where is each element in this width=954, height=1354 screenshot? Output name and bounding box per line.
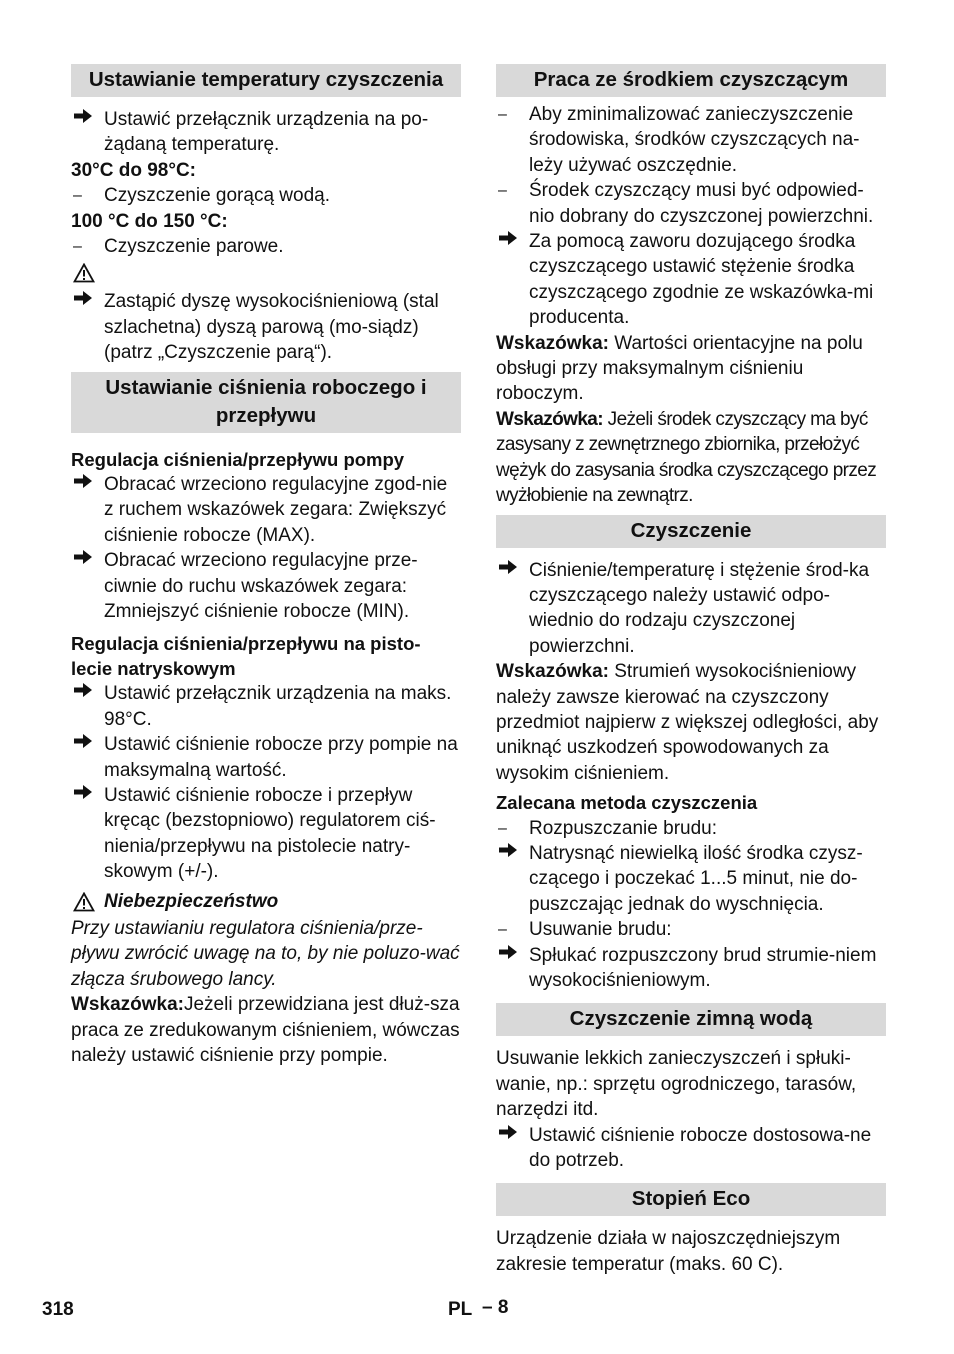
note-label: Wskazówka: [496, 332, 609, 354]
instruction-step [71, 289, 461, 365]
dash-item [496, 917, 886, 942]
subheading-pump-regulation: Regulacja ciśnienia/przepływu pompy [71, 448, 405, 470]
arrow-right-icon [73, 472, 97, 497]
note-label: Wskazówka: [496, 408, 603, 430]
section-heading-cold-water: Czyszczenie zimną wodą [496, 1003, 886, 1036]
instruction-step [71, 548, 461, 624]
dash-bullet: – [498, 819, 507, 837]
step-text: Ustawić przełącznik urządzenia na maks. 98°C. [104, 683, 452, 730]
dash-bullet: – [498, 182, 507, 200]
subheading-gun-regulation: Regulacja ciśnienia/przepływu na pisto-lecie natryskowym [71, 632, 421, 679]
section-heading-detergent: Praca ze środkiem czyszczącym [496, 64, 886, 97]
page-number: 318 [42, 1299, 74, 1320]
step-text: Ustawić ciśnienie robocze i przepływ kręcąc (bezstopniowo) regulatorem ciś-nienia/przepływu na pistolecie natry-skowym (+/-). [104, 784, 436, 883]
instruction-step [496, 841, 886, 917]
section-heading-pressure: Ustawianie ciśnienia roboczego i przepływu [71, 372, 461, 433]
instruction-step [71, 732, 461, 783]
dash-item-text: Aby zminimalizować zanieczyszczenie środowiska, środków czyszczących na-leży używać oszczędnie. [529, 104, 860, 176]
left-column [71, 64, 461, 1068]
dash-item [71, 234, 461, 259]
step-text: Ustawić ciśnienie robocze przy pompie na maksymalną wartość. [104, 734, 458, 781]
arrow-right-icon [498, 1123, 522, 1148]
step-text: Obracać wrzeciono regulacyjne zgod-nie z ruchem wskazówek zegara: Zwiększyć ciśnienie robocze (MAX). [104, 474, 448, 546]
danger-title: Niebezpieczeństwo [104, 890, 279, 912]
arrow-right-icon [498, 841, 522, 866]
instruction-step [71, 472, 461, 548]
step-text: Zastąpić dyszę wysokociśnieniową (stal szlachetna) dyszą parową (mo-siądz) (patrz „Czyszczenie parą“). [104, 291, 439, 364]
dash-item-text: Środek czyszczący musi być odpowied-nio dobrany do czyszczonej powierzchni. [529, 180, 874, 227]
note-text: Wartości orientacyjne na polu obsługi przy maksymalnym ciśnieniu roboczym. [496, 332, 863, 405]
note-text: Jeżeli środek czyszczący ma być zasysany z zewnętrznego zbiornika, przełożyć wężyk do zasysania środka czyszczącego przez wyżłobienie na zewnątrz. [496, 408, 877, 507]
note-text: Strumień wysokociśnieniowy należy zawsze kierować na czyszczony przedmiot najpierw z większej odległości, aby uniknąć uszkodzeń spowodowanych za wysokim ciśnieniem. [496, 661, 879, 784]
arrow-right-icon [498, 943, 522, 968]
note [496, 331, 886, 407]
arrow-right-icon [73, 681, 97, 706]
danger-heading [71, 889, 461, 914]
step-text: Ciśnienie/temperaturę i stężenie środ-ka czyszczącego należy ustawić odpo-wiednio do rodzaju czyszczonej powierzchni. [529, 559, 870, 657]
arrow-right-icon [73, 289, 97, 314]
temp-range-label: 30°C do 98°C: [71, 159, 197, 181]
step-text: Spłukać rozpuszczony brud strumie-niem wysokociśnieniowym. [529, 944, 877, 991]
step-text: Obracać wrzeciono regulacyjne prze-ciwnie do ruchu wskazówek zegara: Zmniejszyć ciśnienie robocze (MIN). [104, 550, 418, 623]
step-text: Ustawić ciśnienie robocze dostosowa-ne do potrzeb. [529, 1124, 872, 1172]
warning-triangle-icon [73, 263, 95, 290]
dash-bullet: – [73, 187, 82, 205]
dash-bullet: – [498, 106, 507, 123]
instruction-step [496, 943, 886, 994]
language-code: PL [448, 1299, 473, 1320]
instruction-step [496, 1123, 886, 1174]
dash-bullet: – [498, 921, 507, 939]
warning-triangle-icon [73, 892, 95, 919]
dash-item-text: Usuwanie brudu: [529, 919, 672, 941]
note-label: Wskazówka: [71, 994, 184, 1016]
section-heading-eco: Stopień Eco [496, 1183, 886, 1216]
note-label: Wskazówka: [496, 661, 609, 683]
note [71, 992, 461, 1068]
dash-bullet: – [73, 238, 82, 256]
arrow-right-icon [73, 732, 97, 757]
instruction-step [496, 229, 886, 331]
temp-range-label: 100 °C do 150 °C: [71, 210, 228, 232]
note-text: Jeżeli przewidziana jest dłuż-sza praca ze zredukowanym ciśnieniem, wówczas należy ustawić ciśnienie przy pompie. [71, 994, 460, 1066]
dash-item-text: Czyszczenie gorącą wodą. [104, 185, 330, 207]
arrow-right-icon [498, 229, 522, 254]
instruction-step [71, 107, 461, 158]
dash-item [496, 816, 886, 841]
note [496, 659, 886, 786]
paragraph: Usuwanie lekkich zanieczyszczeń i spłuki-wanie, np.: sprzętu ogrodniczego, tarasów, narzędzi itd. [496, 1048, 857, 1121]
page-sub-number: – 8 [482, 1297, 509, 1318]
instruction-step [71, 681, 461, 732]
danger-text: Przy ustawianiu regulatora ciśnienia/prze-pływu zwrócić uwagę na to, by nie poluzo-wać złącza śrubowego lancy. [71, 917, 460, 990]
arrow-right-icon [73, 107, 97, 132]
paragraph: Urządzenie działa w najoszczędniejszym zakresie temperatur (maks. 60 C). [496, 1228, 841, 1275]
arrow-right-icon [498, 558, 522, 583]
dash-item-text: Rozpuszczanie brudu: [529, 817, 717, 839]
section-heading-temperature: Ustawianie temperatury czyszczenia [71, 64, 461, 97]
subheading-recommended-method: Zalecana metoda czyszczenia [496, 792, 758, 814]
right-column [496, 64, 886, 1277]
instruction-step [496, 558, 886, 660]
note [496, 407, 886, 509]
step-text: Natrysnąć niewielką ilość środka czysz-czącego i poczekać 1...5 minut, nie do-puszczając jednak do wyschnięcia. [529, 842, 863, 915]
section-heading-cleaning: Czyszczenie [496, 515, 886, 548]
step-text: Ustawić przełącznik urządzenia na po-żądaną temperaturę. [104, 109, 429, 156]
arrow-right-icon [73, 548, 97, 573]
step-text: Za pomocą zaworu dozującego środka czyszczącego ustawić stężenie środka czyszczącego zgodnie ze wskazówka-mi producenta. [529, 231, 874, 329]
dash-item [496, 102, 886, 178]
dash-item [496, 178, 886, 229]
instruction-step [71, 783, 461, 885]
arrow-right-icon [73, 783, 97, 808]
dash-item [71, 183, 461, 208]
dash-item-text: Czyszczenie parowe. [104, 236, 284, 258]
warning-row [71, 259, 461, 289]
